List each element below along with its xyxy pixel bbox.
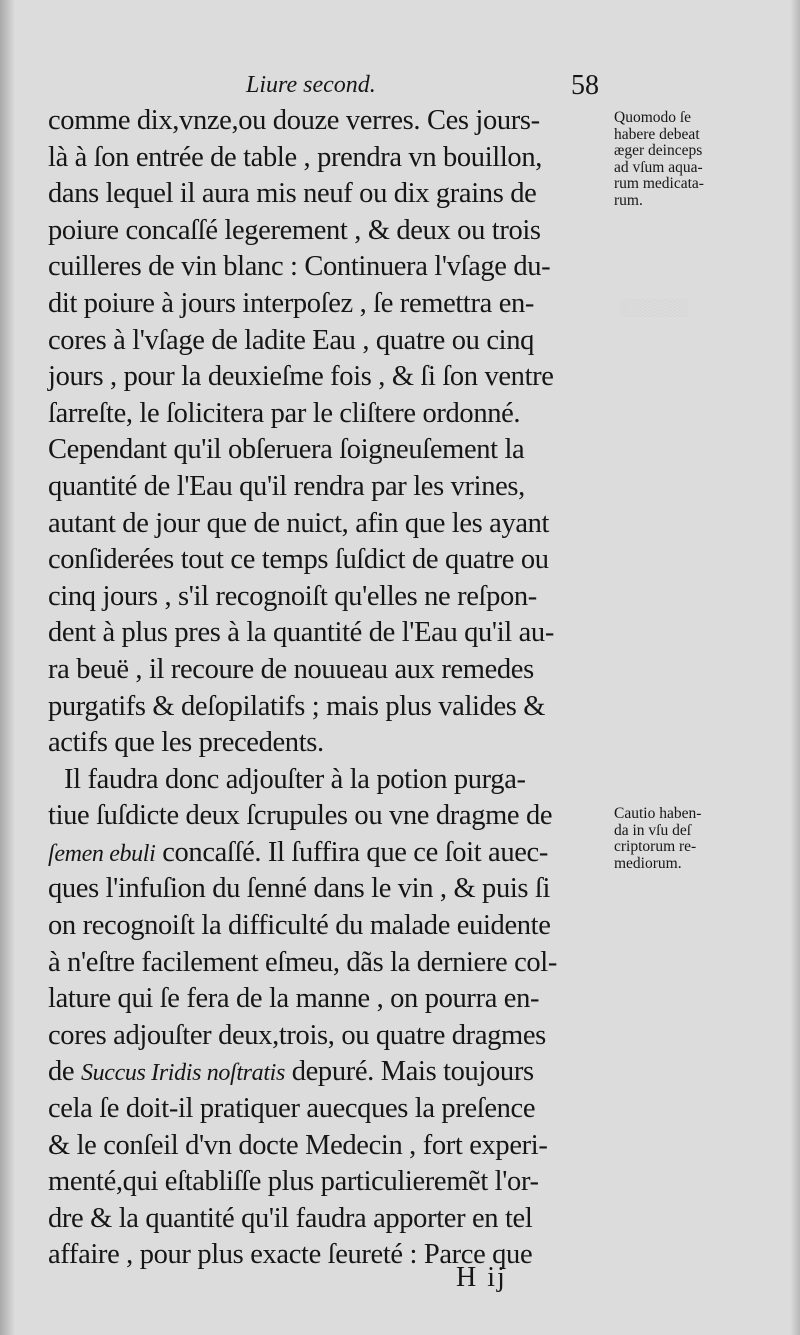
text-line: conſiderées tout ce temps ſuſdict de quatre ou	[48, 544, 549, 576]
text-line: cinq jours , s'il recognoiſt qu'elles ne reſpon-	[48, 580, 537, 612]
text-line: cuilleres de vin blanc : Continuera l'vſage du-	[48, 251, 551, 283]
text-line: quantité de l'Eau qu'il rendra par les vrines,	[48, 470, 525, 502]
text-line: purgatifs & deſopilatifs ; mais plus valides &	[48, 690, 546, 722]
body-text	[48, 103, 616, 1274]
text-line: on recognoiſt la difficulté du malade euidente	[48, 910, 551, 942]
italic-term: ſemen ebuli	[48, 840, 156, 867]
margin-note-line: æger deinceps	[614, 142, 703, 159]
margin-note	[614, 806, 746, 872]
margin-note-line: ad vſum aqua-	[614, 158, 703, 176]
margin-note-line: Cautio haben-	[614, 805, 702, 822]
margin-note-line: da in vſu deſ	[614, 821, 692, 839]
text-line-mixed	[48, 835, 616, 872]
text-line: tiue ſuſdicte deux ſcrupules ou vne dragme de	[48, 800, 553, 832]
line-lead: de	[48, 1056, 81, 1088]
text-line: & le conſeil d'vn docte Medecin , fort experi-	[48, 1129, 548, 1161]
text-line: dre & la quantité qu'il faudra apporter en tel	[48, 1202, 533, 1234]
text-line: dans lequel il aura mis neuf ou dix grains de	[48, 178, 537, 210]
text-line: lature qui ſe fera de la manne , on pourra en-	[48, 983, 540, 1015]
margin-note-line: habere debeat	[614, 125, 700, 143]
text-line: autant de jour que de nuict, afin que les ayant	[48, 507, 550, 539]
text-line: là à ſon entrée de table , prendra vn bouillon,	[48, 141, 542, 173]
page-number: 58	[571, 70, 599, 101]
line-rest: depuré. Mais toujours	[284, 1056, 534, 1088]
text-line: actifs que les precedents.	[48, 727, 324, 759]
margin-note-line: mediorum.	[614, 854, 682, 872]
text-line: à n'eſtre facilement eſmeu, dãs la derniere col-	[48, 946, 557, 978]
text-line: cela ſe doit-il pratiquer auecques la preſence	[48, 1093, 536, 1125]
text-line: affaire , pour plus exacte ſeureté : Parce que	[48, 1239, 533, 1271]
margin-note-line: rum.	[614, 191, 643, 209]
text-line: cores à l'vſage de ladite Eau , quatre ou cinq	[48, 324, 534, 356]
show-through-left-bleed: ░░░░░░	[620, 300, 689, 317]
margin-note-line: Quomodo ſe	[614, 109, 692, 126]
page-header	[48, 72, 603, 104]
text-line: menté,qui eſtabliſſe plus particulieremẽt l'or-	[48, 1166, 539, 1198]
text-line: jours , pour la deuxieſme fois , & ſi ſon ventre	[48, 361, 554, 393]
text-line: dent à plus pres à la quantité de l'Eau qu'il au-	[48, 617, 554, 649]
text-line: poiure concaſſé legerement , & deux ou trois	[48, 214, 541, 246]
text-line: ra beuë , il recoure de nouueau aux remedes	[48, 653, 534, 685]
text-line: ſarreſte, le ſolicitera par le cliſtere ordonné.	[48, 397, 521, 429]
margin-note-line: rum medicata-	[614, 175, 704, 192]
text-line: Il faudra donc adjouſter à la potion purga-	[64, 763, 526, 795]
signature-mark: H ij	[456, 1262, 507, 1293]
text-line-mixed	[48, 1054, 616, 1091]
text-line: ques l'infuſion du ſenné dans le vin , & puis ſi	[48, 873, 551, 905]
margin-note	[614, 110, 746, 209]
text-line: Cependant qu'il obſeruera ſoigneuſement la	[48, 434, 525, 466]
line-rest: concaſſé. Il ſuffira que ce ſoit auec-	[155, 836, 548, 868]
text-line: cores adjouſter deux,trois, ou quatre dragmes	[48, 1019, 546, 1051]
text-line: dit poiure à jours interpoſez , ſe remettra en-	[48, 287, 535, 319]
italic-term: Succus Iridis noſtratis	[80, 1060, 285, 1087]
running-title: Liure second.	[246, 72, 376, 98]
margin-note-line: criptorum re-	[614, 838, 697, 855]
text-line: comme dix,vnze,ou douze verres. Ces jours-	[48, 105, 540, 136]
